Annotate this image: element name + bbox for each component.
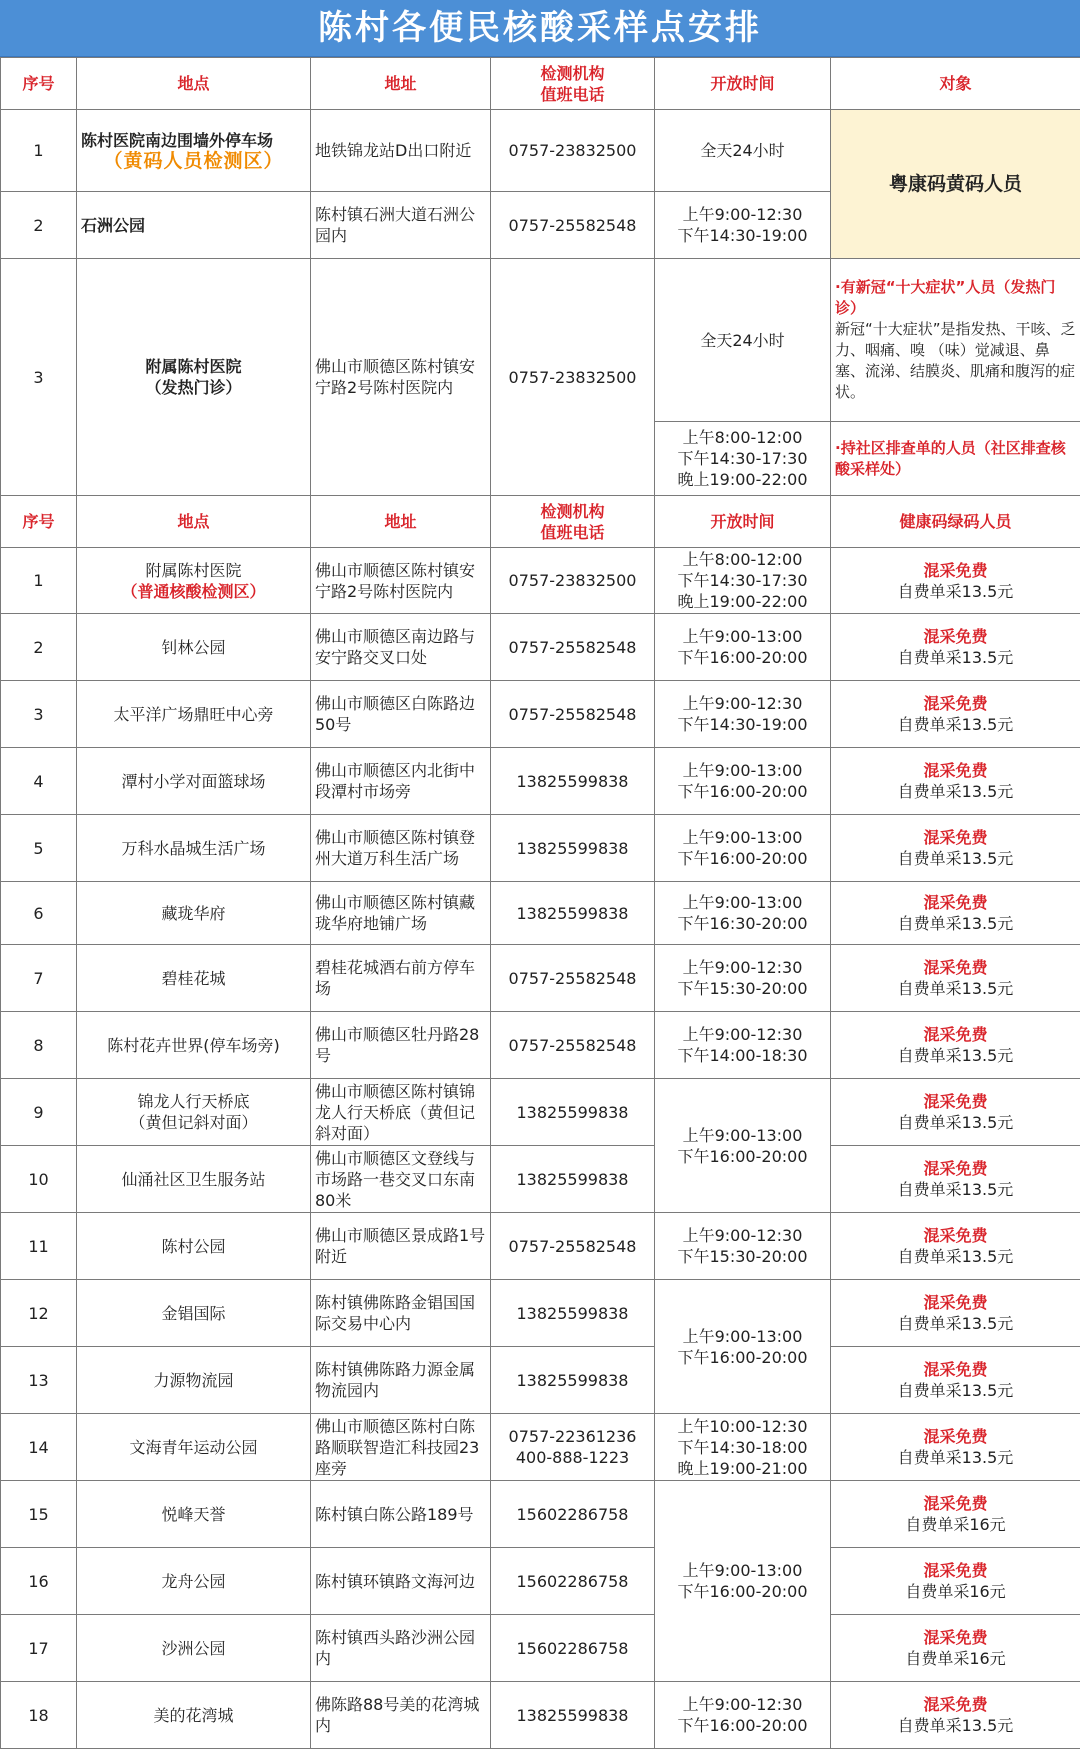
table-row: 13 力源物流园 陈村镇佛陈路力源金属物流园内 13825599838 混采免费 自费单采13.5元	[1, 1347, 1080, 1414]
header-site: 地点	[77, 58, 311, 110]
table-row: 17 沙洲公园 陈村镇西头路沙洲公园内 15602286758 混采免费 自费单采16元	[1, 1615, 1080, 1682]
table-row: 9 锦龙人行天桥底 （黄但记斜对面） 佛山市顺德区陈村镇锦龙人行天桥底（黄但记斜对面） 13825599838 上午9:00-13:00 下午16:00-20:00 混采免费 自费单采13.5元	[1, 1079, 1080, 1146]
header-target: 对象	[831, 58, 1080, 110]
table-row: 14 文海青年运动公园 佛山市顺德区陈村白陈路顺联智造汇科技园23座旁 0757-22361236 400-888-1223 上午10:00-12:30 下午14:30-18:00 晚上19:00-21:00 混采免费 自费单采13.5元	[1, 1414, 1080, 1481]
table-row: 1 附属陈村医院 （普通核酸检测区） 佛山市顺德区陈村镇安宁路2号陈村医院内 0757-23832500 上午8:00-12:00 下午14:30-17:30 晚上19:00-22:00 混采免费 自费单采13.5元	[1, 548, 1080, 614]
header-hours: 开放时间	[655, 58, 831, 110]
header-no: 序号	[1, 58, 77, 110]
header-row: 序号 地点 地址 检测机构 值班电话 开放时间 健康码绿码人员	[1, 496, 1080, 548]
table-row: 3 附属陈村医院 （发热门诊） 佛山市顺德区陈村镇安宁路2号陈村医院内 0757-23832500 全天24小时 ·有新冠“十大症状”人员（发热门诊） 新冠“十大症状”是指发热、干咳、乏力、咽痛、嗅 （味）觉减退、鼻塞、流涕、结膜炎、肌痛和腹泻的症状。	[1, 259, 1080, 422]
yellow-code-target: 粤康码黄码人员	[831, 110, 1080, 259]
table-row: 18 美的花湾城 佛陈路88号美的花湾城内 13825599838 上午9:00-12:30 下午16:00-20:00 混采免费 自费单采13.5元	[1, 1682, 1080, 1749]
page-title: 陈村各便民核酸采样点安排	[0, 0, 1080, 57]
table-row: 7 碧桂花城 碧桂花城酒右前方停车场 0757-25582548 上午9:00-12:30 下午15:30-20:00 混采免费 自费单采13.5元	[1, 945, 1080, 1012]
table-row: 2 石洲公园 陈村镇石洲大道石洲公园内 0757-25582548 上午9:00-12:30 下午14:30-19:00	[1, 192, 1080, 259]
table-row: 3 太平洋广场鼎旺中心旁 佛山市顺德区白陈路边50号 0757-25582548 上午9:00-12:30 下午14:30-19:00 混采免费 自费单采13.5元	[1, 681, 1080, 748]
table-row: 11 陈村公园 佛山市顺德区景成路1号附近 0757-25582548 上午9:00-12:30 下午15:30-20:00 混采免费 自费单采13.5元	[1, 1213, 1080, 1280]
table-row: 上午8:00-12:00 下午14:30-17:30 晚上19:00-22:00 ·持社区排查单的人员（社区排查核酸采样处）	[1, 422, 1080, 496]
table-row: 16 龙舟公园 陈村镇环镇路文海河边 15602286758 混采免费 自费单采16元	[1, 1548, 1080, 1615]
table-row: 10 仙涌社区卫生服务站 佛山市顺德区文登线与市场路一巷交叉口东南80米 13825599838 混采免费 自费单采13.5元	[1, 1146, 1080, 1213]
table-row: 4 潭村小学对面篮球场 佛山市顺德区内北街中段潭村市场旁 13825599838 上午9:00-13:00 下午16:00-20:00 混采免费 自费单采13.5元	[1, 748, 1080, 815]
schedule-table	[0, 57, 1080, 1749]
table-row: 12 金锠国际 陈村镇佛陈路金锠国国际交易中心内 13825599838 上午9:00-13:00 下午16:00-20:00 混采免费 自费单采13.5元	[1, 1280, 1080, 1347]
header-address: 地址	[311, 58, 491, 110]
table-row: 6 藏珑华府 佛山市顺德区陈村镇藏珑华府地铺广场 13825599838 上午9:00-13:00 下午16:30-20:00 混采免费 自费单采13.5元	[1, 882, 1080, 945]
header-phone: 检测机构 值班电话	[491, 58, 655, 110]
header-row	[1, 58, 1080, 110]
table-row: 15 悦峰天誉 陈村镇白陈公路189号 15602286758 上午9:00-13:00 下午16:00-20:00 混采免费 自费单采16元	[1, 1481, 1080, 1548]
table-row: 1 陈村医院南边围墙外停车场 （黄码人员检测区） 地铁锦龙站D出口附近 0757-23832500 全天24小时 粤康码黄码人员	[1, 110, 1080, 192]
header-target-green: 健康码绿码人员	[831, 496, 1080, 548]
table-row: 5 万科水晶城生活广场 佛山市顺德区陈村镇登州大道万科生活广场 13825599838 上午9:00-13:00 下午16:00-20:00 混采免费 自费单采13.5元	[1, 815, 1080, 882]
table-row: 8 陈村花卉世界(停车场旁) 佛山市顺德区牡丹路28号 0757-25582548 上午9:00-12:30 下午14:00-18:30 混采免费 自费单采13.5元	[1, 1012, 1080, 1079]
table-row: 2 钊林公园 佛山市顺德区南边路与安宁路交叉口处 0757-25582548 上午9:00-13:00 下午16:00-20:00 混采免费 自费单采13.5元	[1, 614, 1080, 681]
